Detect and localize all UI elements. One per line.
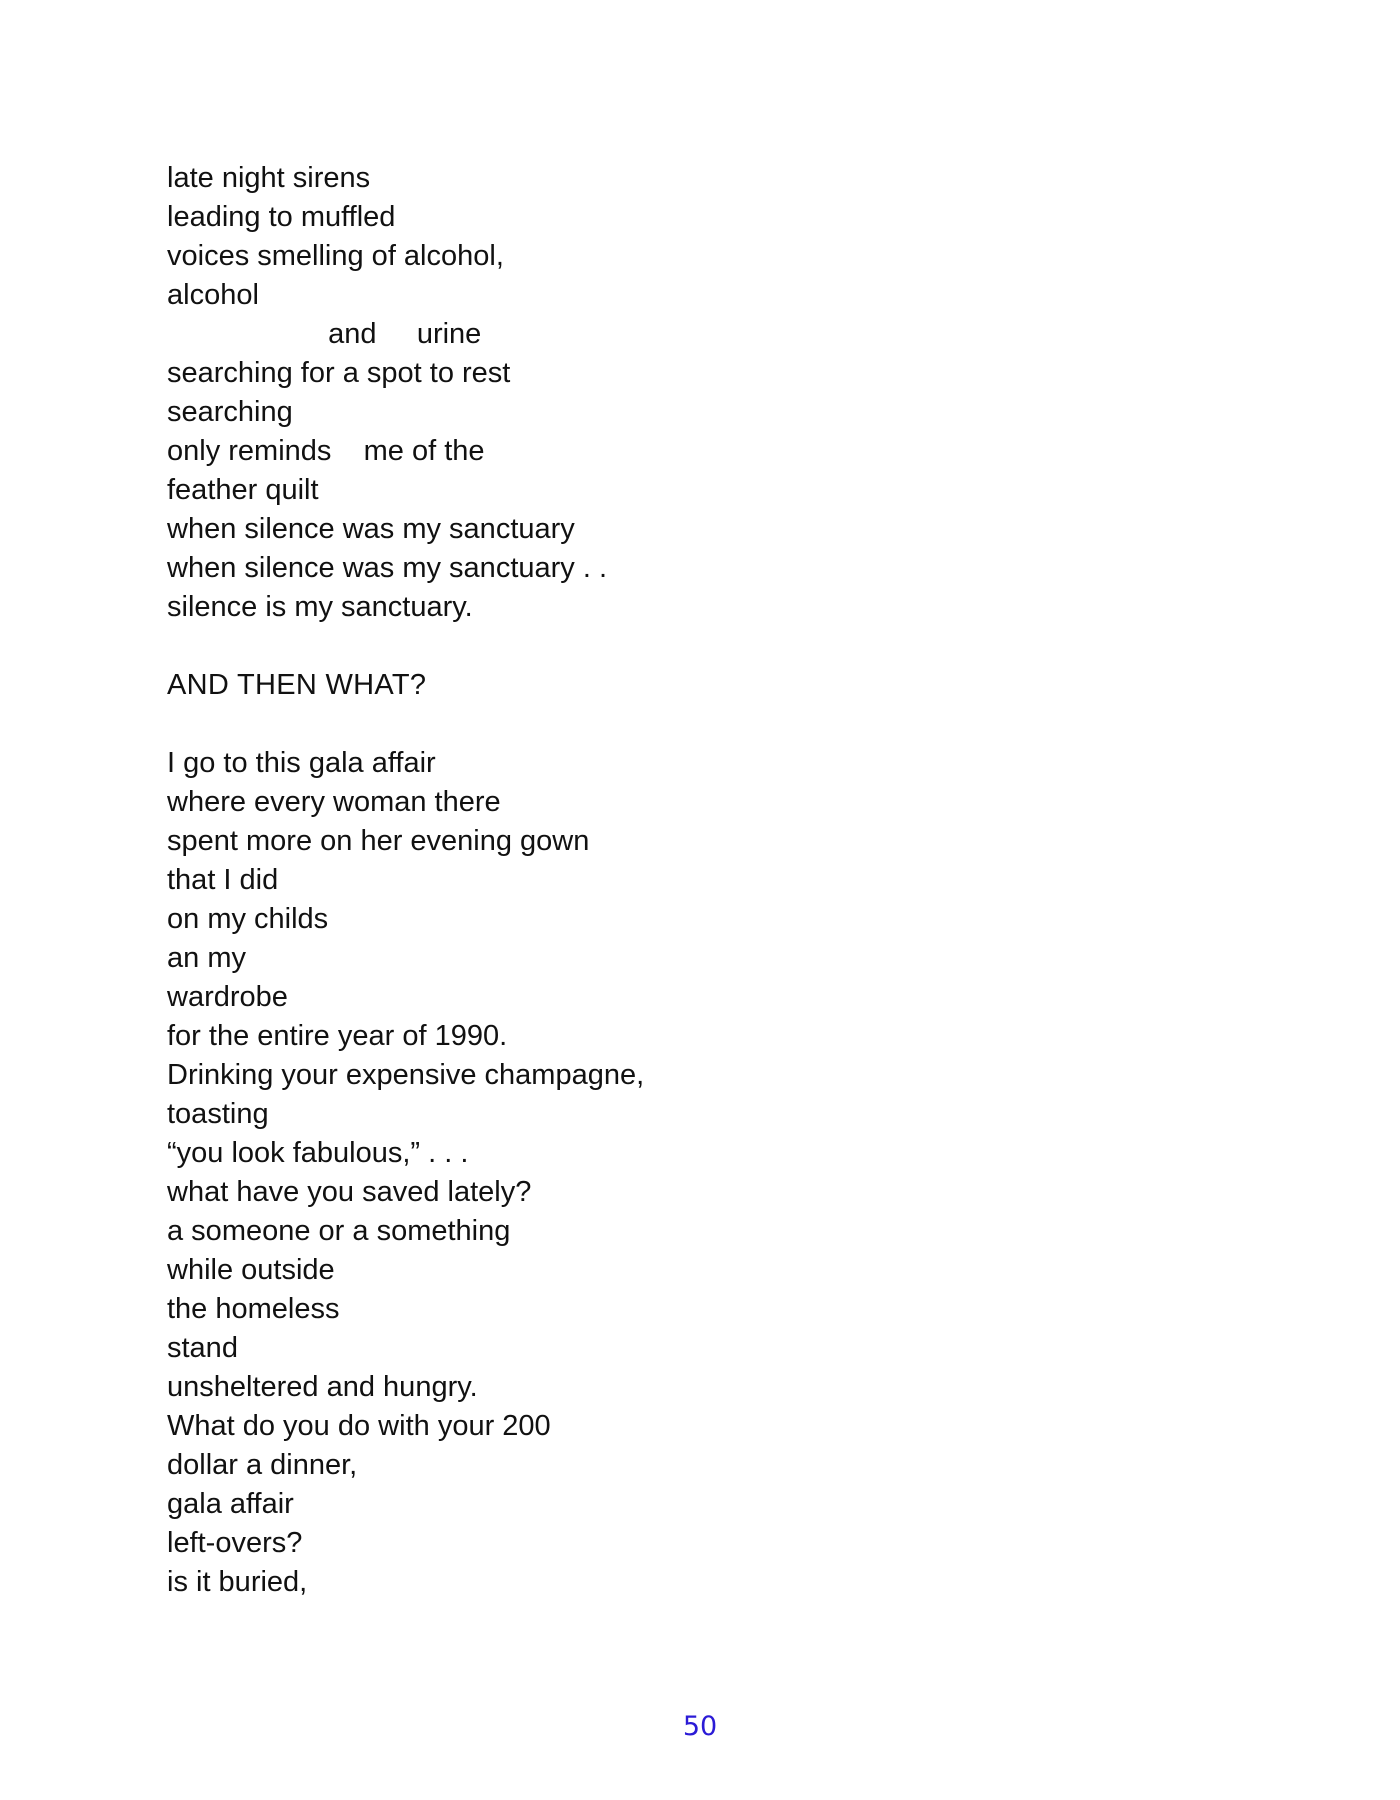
poem-line: and urine [167, 318, 482, 350]
poem-line: searching [167, 396, 293, 428]
poem-line: unsheltered and hungry. [167, 1371, 478, 1403]
poem-line: late night sirens [167, 162, 371, 194]
poem-line: silence is my sanctuary. [167, 591, 473, 623]
poem-line: where every woman there [167, 786, 501, 818]
poem-line: dollar a dinner, [167, 1449, 358, 1481]
poem-stanza-one [167, 159, 1067, 627]
poem-line: gala affair [167, 1488, 294, 1520]
poem-line: an my [167, 942, 246, 974]
poem-line: Drinking your expensive champagne, [167, 1059, 645, 1091]
page-number: 50 [682, 1711, 718, 1742]
poem-line: wardrobe [167, 981, 288, 1013]
poem-line: for the entire year of 1990. [167, 1020, 508, 1052]
poem-line: that I did [167, 864, 279, 896]
poem-line: spent more on her evening gown [167, 825, 590, 857]
poem-line: feather quilt [167, 474, 319, 506]
poem-line: alcohol [167, 279, 259, 311]
poem-line: What do you do with your 200 [167, 1410, 551, 1442]
poem-line: what have you saved lately? [167, 1176, 532, 1208]
poem-line: I go to this gala affair [167, 747, 436, 779]
poem-stanza-two [167, 744, 1067, 1602]
poem-line: a someone or a something [167, 1215, 511, 1247]
poem-line: on my childs [167, 903, 329, 935]
poem-line: stand [167, 1332, 238, 1364]
poem-line: “you look fabulous,” . . . [167, 1137, 469, 1169]
poem-line: only reminds me of the [167, 435, 485, 467]
poem-title: AND THEN WHAT? [167, 669, 427, 701]
poem-line: left-overs? [167, 1527, 303, 1559]
poem-line: searching for a spot to rest [167, 357, 511, 389]
poem-line: voices smelling of alcohol, [167, 240, 504, 272]
poem-line: leading to muffled [167, 201, 396, 233]
poem-line: when silence was my sanctuary [167, 513, 575, 545]
poem-line: when silence was my sanctuary . . [167, 552, 608, 584]
poem-line: the homeless [167, 1293, 340, 1325]
poem-line: while outside [167, 1254, 335, 1286]
poem-line: toasting [167, 1098, 269, 1130]
poem-line: is it buried, [167, 1566, 308, 1598]
